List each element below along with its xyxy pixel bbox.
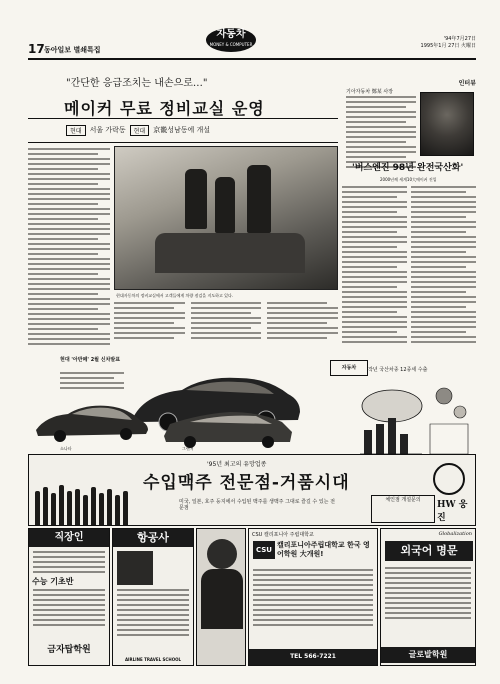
photo-caption: 현대자동차의 정비교실에서 고객들에게 차량 점검을 지도하고 있다.	[116, 293, 234, 298]
ad-brand: 글로발학원	[381, 647, 475, 663]
language-academy-ad	[380, 528, 476, 666]
logo-english: MONEY & COMPUTER	[209, 42, 253, 47]
car-label: 그랜저	[182, 446, 194, 451]
seal-icon	[433, 463, 465, 495]
ad-heading: 항공사	[113, 529, 193, 547]
ad-header-line: CSU 캘리포니아 주립대학교	[252, 532, 314, 538]
sedan-photo-left	[32, 396, 152, 444]
divider	[28, 118, 338, 119]
interview-headline: '버스엔진 98년 완전국산화'	[352, 163, 464, 173]
csu-english-ad	[248, 528, 378, 666]
airline-school-ad	[112, 528, 194, 666]
brand-tag: 현대	[130, 125, 150, 136]
ad-course: 수능 기초반	[32, 577, 74, 586]
export-infographic	[352, 378, 476, 460]
ad-brand: AIRLINE TRAVEL SCHOOL	[124, 657, 182, 662]
car-caption-text	[60, 372, 124, 392]
issue-date: '94年7月27日 1995年1月 27日 火曜日	[420, 36, 476, 49]
page-number: 17	[28, 42, 45, 56]
interview-body	[342, 186, 476, 346]
location-text: 서울 가락동	[89, 126, 126, 134]
car-label: 소나타	[60, 446, 72, 451]
brand-tag: 현대	[66, 125, 86, 136]
article-photo	[114, 146, 338, 290]
car-caption: 현대 '아반떼' 2월 신차발표	[60, 357, 121, 363]
franchise-inquiry-label: 체인점 개설문의	[385, 497, 421, 503]
ad-phone: TEL 566-7221	[249, 649, 377, 665]
ad-heading: 외국어 명문	[385, 541, 473, 561]
article-body-left	[28, 148, 110, 348]
ad-title: 캘리포니아주립대학교 한국 영어학원 大개원!	[277, 541, 370, 558]
beer-ad-description: 미국, 일본, 호주 등지에서 수입된 맥주를 생맥주 그대로 즐길 수 있는 전문점	[179, 499, 335, 511]
interview-label: 인터뷰	[458, 80, 476, 87]
article-dateline	[66, 124, 210, 136]
article-body-bottom	[114, 302, 338, 342]
logo-korean: 자동차	[216, 29, 246, 40]
divider	[28, 142, 338, 143]
interviewee-portrait	[420, 92, 474, 156]
academy-ad-1	[28, 528, 110, 666]
ad-brand: 금자탑학원	[47, 645, 91, 655]
ad-heading: 직장인	[29, 529, 109, 547]
model-photo-ad	[196, 528, 246, 666]
article-kicker: "간단한 응급조치는 내손으로…"	[66, 78, 208, 89]
advertiser-logo: HW 웅진	[437, 500, 468, 523]
section-logo	[206, 28, 256, 52]
interview-note: 2000년께 세계10大메이커 진입	[380, 177, 437, 182]
section-badge: 자동차	[330, 360, 368, 376]
interview-subtitle: 기아자동차 鄭某 사장	[346, 89, 393, 95]
beer-ad-tagline: '95년 최고의 유망업종	[207, 461, 267, 468]
csu-logo: CSU	[253, 541, 275, 559]
beer-ad-title: 수입맥주 전문점-거품시대	[143, 473, 350, 493]
beer-advertisement	[28, 454, 476, 526]
section-title: 동아일보 별쇄특집	[44, 46, 101, 54]
sedan-photo-right	[160, 404, 296, 450]
chart-title: 작년 국산차종 12종세 수출	[368, 367, 428, 373]
franchise-inquiry-box	[371, 495, 435, 523]
ad-tagline: Globalization	[438, 531, 472, 537]
article-headline: 메이커 무료 정비교실 운영	[64, 99, 265, 118]
location-text: 京畿성남동에 개설	[153, 126, 211, 134]
